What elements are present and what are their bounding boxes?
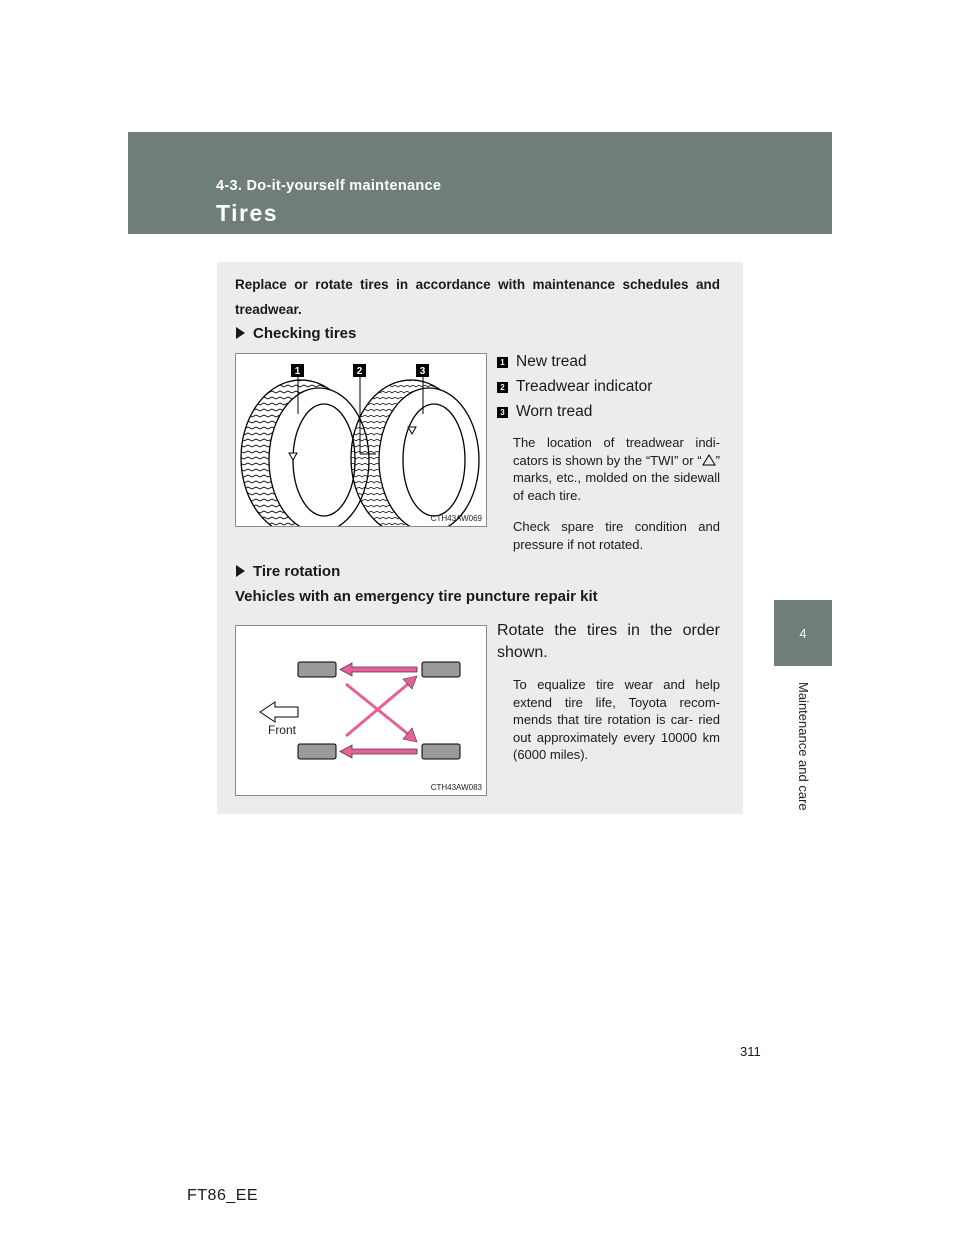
legend-label: Worn tread <box>516 403 593 420</box>
bullet-triangle-icon <box>236 565 245 577</box>
page-number: 311 <box>740 1044 761 1059</box>
section-label: 4-3. Do-it-yourself maintenance <box>216 178 442 194</box>
figure-code: CTH43AW069 <box>430 514 482 523</box>
rotation-diagram <box>236 626 486 795</box>
triangle-mark-icon <box>702 454 716 466</box>
chapter-number: 4 <box>799 625 807 641</box>
rotation-heading: Tire rotation <box>236 563 340 580</box>
tire-tread-illustration <box>236 354 486 526</box>
figure-code: CTH43AW083 <box>430 783 482 792</box>
page-title: Tires <box>216 200 279 226</box>
spare-tire-note: Check spare tire condition and pressure if not rotated. <box>513 519 720 552</box>
chapter-tab <box>774 600 832 666</box>
callout-2: 2 <box>356 366 363 377</box>
checking-heading: Checking tires <box>236 325 356 342</box>
rotation-figure <box>235 625 487 796</box>
bullet-triangle-icon <box>236 327 245 339</box>
rotation-note: To equalize tire wear and help extend tire life, Toyota recom- mends that tire rotation is car- ried out approximately every 10000 km (6000 miles). <box>513 677 720 762</box>
legend-new-tread <box>497 353 587 371</box>
legend-treadwear-indicator <box>497 378 652 396</box>
intro-text: Replace or rotate tires in accordance with maintenance schedules and treadwear. <box>235 277 720 317</box>
tire-tread-figure <box>235 353 487 527</box>
legend-worn-tread <box>497 403 592 421</box>
document-code: FT86_EE <box>187 1187 259 1204</box>
treadwear-note: The location of treadwear indi- cators is shown by the “TWI” or “ ” marks, etc., molded on the sidewall of each tire. <box>513 435 720 503</box>
callout-1: 1 <box>294 366 301 377</box>
legend-number: 2 <box>497 382 508 393</box>
callout-3: 3 <box>419 366 426 377</box>
chapter-label: Maintenance and care <box>796 682 811 811</box>
legend-label: Treadwear indicator <box>516 378 653 395</box>
legend-number: 1 <box>497 357 508 368</box>
front-label: Front <box>267 723 297 737</box>
legend-label: New tread <box>516 353 587 370</box>
rotation-subheading: Vehicles with an emergency tire puncture repair kit <box>235 588 598 605</box>
rotation-instruction: Rotate the tires in the order shown. <box>497 622 720 661</box>
legend-number: 3 <box>497 407 508 418</box>
